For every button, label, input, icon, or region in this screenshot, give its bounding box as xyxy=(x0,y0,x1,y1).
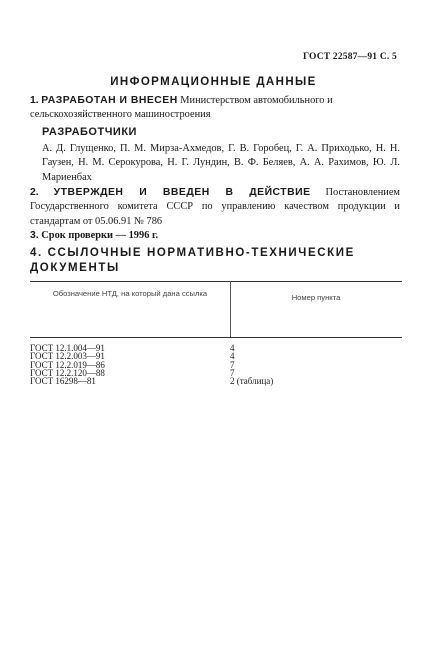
table-cell-item: 7 xyxy=(230,359,235,370)
table-row xyxy=(30,377,402,385)
table-body xyxy=(30,344,402,385)
table-cell-document: ГОСТ 12.1.004—91 xyxy=(30,343,105,353)
developers-names: А. Д. Глущенко, П. М. Мирза-Ахмедов, Г. В. Горобец, Г. А. Приходько, Н. Н. Гаузен, Н. М. Серокурова, Н. Г. Лундин, В. Ф. Беляев, А. А. Рахимов, Ю. Л. Мариенбах xyxy=(42,143,400,183)
table-cell-document: ГОСТ 16298—81 xyxy=(30,376,96,387)
developers-heading: РАЗРАБОТЧИКИ xyxy=(42,126,137,138)
section-2-text: Постановлением Государственного комитета СССР по управлению качеством продукции и стандартам от 05.06.91 № 786 xyxy=(30,187,401,227)
table-cell-document: ГОСТ 12.2.120—88 xyxy=(30,367,105,378)
section-4-number: 4. xyxy=(30,247,43,259)
table-cell-item: 4 xyxy=(230,343,235,353)
table-header-document: Обозначение НТД, на который дана ссылка xyxy=(52,289,208,298)
section-4 xyxy=(30,246,405,276)
document-reference: ГОСТ 22587—91 С. 5 xyxy=(303,52,397,62)
section-3 xyxy=(30,229,400,243)
section-3-number: 3. xyxy=(30,230,39,241)
page-title: ИНФОРМАЦИОННЫЕ ДАННЫЕ xyxy=(110,76,317,88)
table-cell-document: ГОСТ 12.2.003—91 xyxy=(30,351,105,362)
table-cell-document: ГОСТ 12.2.019—86 xyxy=(30,359,105,370)
section-1-text: Министерством автомобильного и xyxy=(177,95,333,106)
table-top-rule xyxy=(30,281,402,282)
section-2-number: 2. xyxy=(30,187,39,198)
table-cell-item: 2 (таблица) xyxy=(230,376,274,387)
section-4-text: ССЫЛОЧНЫЕ НОРМАТИВНО-ТЕХНИЧЕСКИЕ ДОКУМЕНТЫ xyxy=(30,247,355,274)
section-2 xyxy=(30,186,400,229)
table-header-rule xyxy=(30,337,402,338)
section-1-lead: РАЗРАБОТАН И ВНЕСЕН xyxy=(41,95,178,106)
table-cell-item: 4 xyxy=(230,351,235,362)
section-2-lead: УТВЕРЖДЕН И ВВЕДЕН В ДЕЙСТВИЕ xyxy=(53,187,311,198)
table-column-divider xyxy=(230,281,231,337)
section-3-text: Срок проверки — 1996 г. xyxy=(41,230,159,241)
section-1-number: 1. xyxy=(30,95,39,106)
section-1 xyxy=(30,94,400,123)
section-1-text-line2: сельскохозяйственного машиностроения xyxy=(30,109,211,121)
table-header-item-number: Номер пункта xyxy=(291,293,341,302)
table-cell-item: 7 xyxy=(230,367,235,378)
